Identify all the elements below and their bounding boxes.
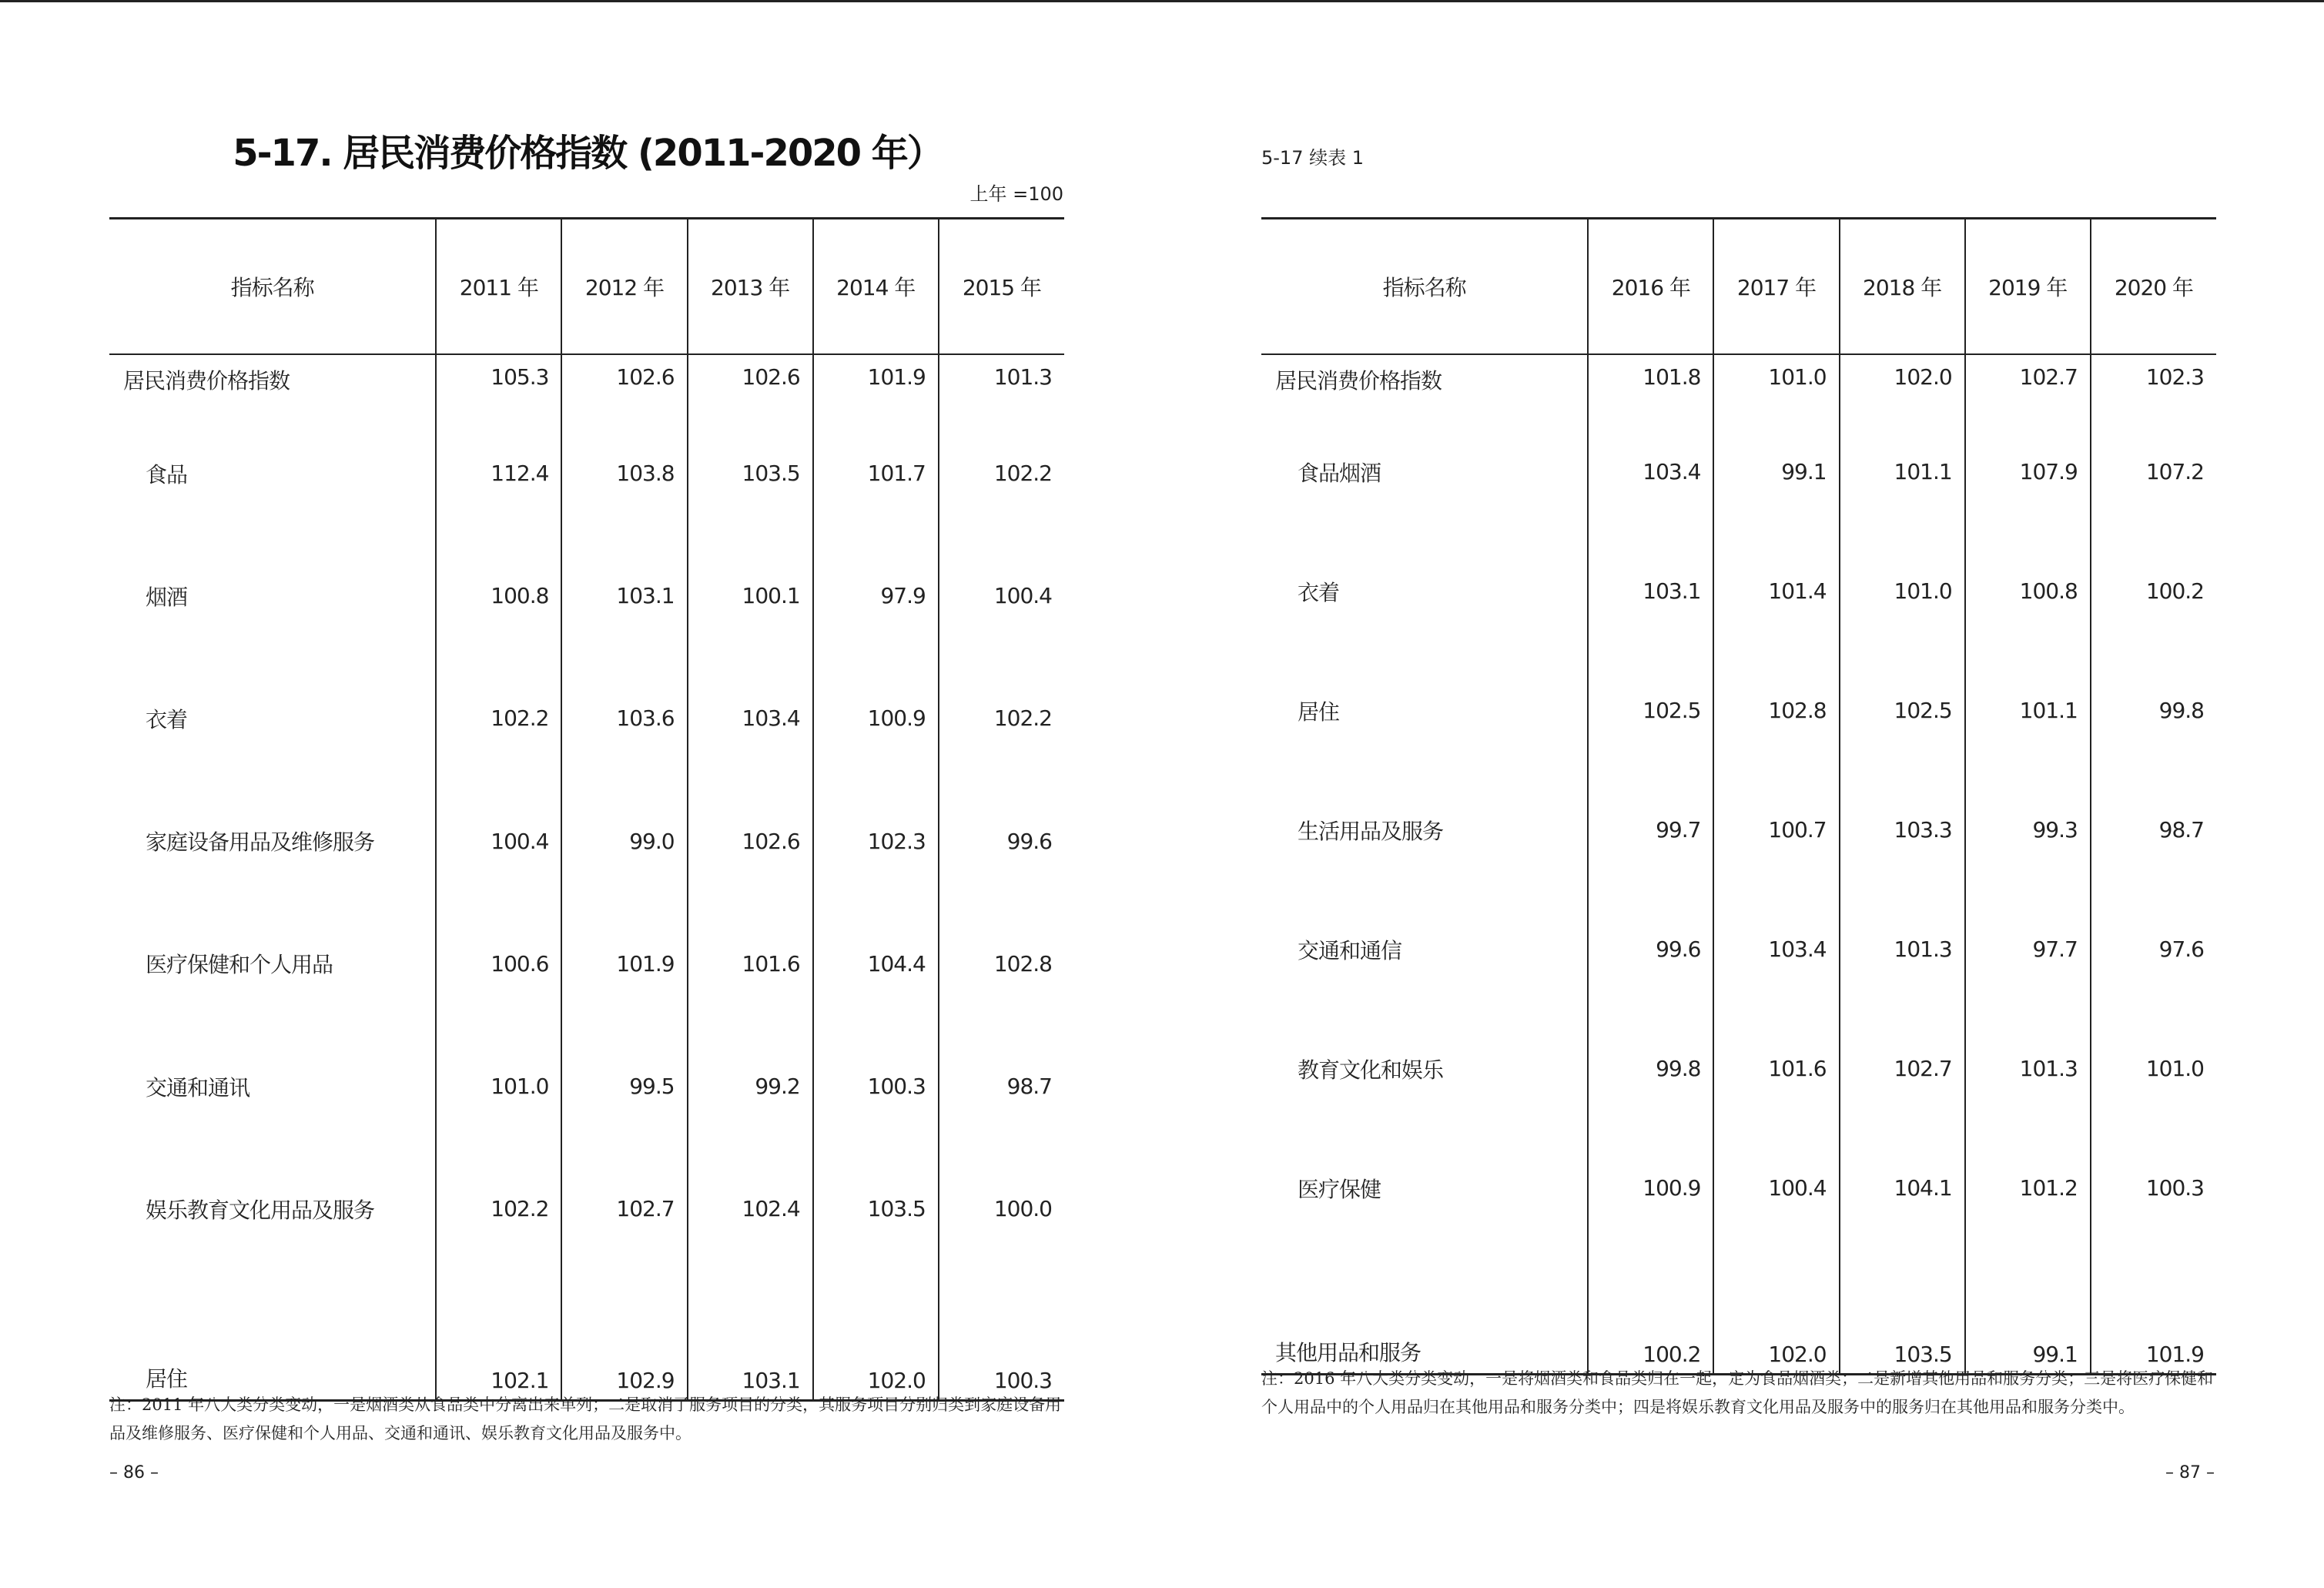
cell-value: 102.6 <box>688 780 813 903</box>
header-year: 2019 年 <box>1965 219 2091 355</box>
cell-value: 102.8 <box>939 903 1064 1025</box>
cell-value: 103.1 <box>561 534 687 657</box>
cell-value: 103.5 <box>688 412 813 534</box>
row-label: 衣着 <box>146 706 188 732</box>
cell-value: 101.3 <box>1965 1009 2091 1128</box>
table-header-row <box>1261 219 2216 355</box>
cell-value: 103.5 <box>813 1147 939 1270</box>
cell-value: 97.6 <box>2091 889 2216 1009</box>
row-label: 居住 <box>146 1365 188 1392</box>
cell-value: 102.0 <box>1840 354 1965 412</box>
cell-value: 101.0 <box>1840 531 1965 651</box>
row-label: 居住 <box>1298 699 1340 725</box>
cell-value: 103.1 <box>1588 531 1713 651</box>
table-row <box>109 1147 1064 1270</box>
cpi-table-2016-2020 <box>1261 217 2216 1375</box>
cell-value: 101.1 <box>1840 412 1965 531</box>
cell-value: 101.2 <box>1965 1128 2091 1248</box>
table-row <box>1261 1009 2216 1128</box>
cell-value: 101.3 <box>939 354 1064 412</box>
cell-value: 101.0 <box>1713 354 1839 412</box>
table-row <box>109 412 1064 534</box>
cell-value: 100.6 <box>436 903 561 1025</box>
header-year: 2011 年 <box>436 219 561 355</box>
cell-value: 98.7 <box>939 1025 1064 1147</box>
cell-value: 103.6 <box>561 657 687 779</box>
row-label: 医疗保健 <box>1298 1176 1381 1202</box>
cell-value: 100.4 <box>436 780 561 903</box>
cell-value: 103.4 <box>1713 889 1839 1009</box>
page-number: – 87 – <box>2165 1463 2215 1482</box>
row-label: 其他用品和服务 <box>1275 1340 1422 1365</box>
cell-value: 104.1 <box>1840 1128 1965 1248</box>
cell-value: 99.2 <box>688 1025 813 1147</box>
cell-value: 102.6 <box>561 354 687 412</box>
cell-value: 102.2 <box>436 1147 561 1270</box>
header-year: 2013 年 <box>688 219 813 355</box>
cell-value: 100.1 <box>688 534 813 657</box>
cell-value: 102.5 <box>1588 651 1713 770</box>
row-label: 食品烟酒 <box>1298 460 1381 486</box>
cell-value: 101.9 <box>813 354 939 412</box>
table-row <box>1261 531 2216 651</box>
table-row <box>1261 1128 2216 1248</box>
cell-value: 100.3 <box>2091 1128 2216 1248</box>
table-row <box>1261 889 2216 1009</box>
cell-value: 102.2 <box>436 657 561 779</box>
cell-value: 102.7 <box>1965 354 2091 412</box>
header-year: 2016 年 <box>1588 219 1713 355</box>
row-label: 医疗保健和个人用品 <box>146 952 333 978</box>
row-label: 居民消费价格指数 <box>123 368 290 394</box>
cell-value: 99.3 <box>1965 770 2091 889</box>
table-footnote: 注：2011 年八大类分类变动，一是烟酒类从食品类中分离出来单列；二是取消了服务项目的分类，其服务项目分别归类到家庭设备用品及维修服务、医疗保健和个人用品、交通和通讯、娱乐教育文化用品及服务中。 <box>109 1395 1062 1442</box>
table-row <box>109 354 1064 412</box>
cell-value: 99.8 <box>2091 651 2216 770</box>
cell-value: 99.8 <box>1588 1009 1713 1128</box>
table-header-row <box>109 219 1064 355</box>
cell-value: 102.3 <box>2091 354 2216 412</box>
cell-value: 101.1 <box>1965 651 2091 770</box>
table-row <box>1261 651 2216 770</box>
table-title: 5-17. 居民消费价格指数 (2011-2020 年） <box>233 132 943 175</box>
cell-value: 102.2 <box>939 412 1064 534</box>
row-label: 居民消费价格指数 <box>1275 368 1442 394</box>
cell-value: 102.2 <box>939 657 1064 779</box>
cell-value: 102.0 <box>813 1270 939 1400</box>
page-number: – 86 – <box>109 1463 159 1482</box>
header-year: 2018 年 <box>1840 219 1965 355</box>
row-label: 衣着 <box>1298 579 1340 605</box>
table-row <box>1261 1248 2216 1375</box>
cell-value: 105.3 <box>436 354 561 412</box>
cell-value: 101.7 <box>813 412 939 534</box>
cell-value: 100.8 <box>1965 531 2091 651</box>
continuation-caption: 5-17 续表 1 <box>1261 147 1364 169</box>
cell-value: 99.1 <box>1965 1248 2091 1375</box>
cell-value: 107.9 <box>1965 412 2091 531</box>
cell-value: 100.0 <box>939 1147 1064 1270</box>
cell-value: 97.9 <box>813 534 939 657</box>
cell-value: 101.9 <box>561 903 687 1025</box>
row-label: 交通和通讯 <box>146 1074 250 1101</box>
row-label: 生活用品及服务 <box>1298 818 1444 844</box>
cell-value: 99.1 <box>1713 412 1839 531</box>
row-label: 烟酒 <box>146 584 188 610</box>
cell-value: 102.7 <box>1840 1009 1965 1128</box>
table-row <box>109 657 1064 779</box>
row-label: 食品 <box>146 461 188 487</box>
cell-value: 102.7 <box>561 1147 687 1270</box>
unit-label: 上年 =100 <box>969 183 1063 205</box>
cell-value: 98.7 <box>2091 770 2216 889</box>
cell-value: 102.6 <box>688 354 813 412</box>
cell-value: 100.8 <box>436 534 561 657</box>
right-page <box>1162 0 2324 1588</box>
cell-value: 100.7 <box>1713 770 1839 889</box>
header-year: 2014 年 <box>813 219 939 355</box>
row-label: 教育文化和娱乐 <box>1298 1057 1444 1083</box>
cell-value: 97.7 <box>1965 889 2091 1009</box>
cell-value: 99.0 <box>561 780 687 903</box>
cell-value: 101.6 <box>688 903 813 1025</box>
cell-value: 100.3 <box>813 1025 939 1147</box>
header-year: 2012 年 <box>561 219 687 355</box>
cell-value: 104.4 <box>813 903 939 1025</box>
cell-value: 102.4 <box>688 1147 813 1270</box>
table-row <box>1261 770 2216 889</box>
cell-value: 102.9 <box>561 1270 687 1400</box>
cell-value: 100.3 <box>939 1270 1064 1400</box>
cell-value: 99.5 <box>561 1025 687 1147</box>
cell-value: 102.5 <box>1840 651 1965 770</box>
cell-value: 112.4 <box>436 412 561 534</box>
table-footnote: 注：2016 年八大类分类变动，一是将烟酒类和食品类归在一起，定为食品烟酒类；二是新增其他用品和服务分类；三是将医疗保健和个人用品中的个人用品归在其他用品和服务分类中；四是将娱乐教育文化用品及服务中的服务归在其他用品和服务分类中。 <box>1261 1369 2214 1416</box>
cell-value: 102.3 <box>813 780 939 903</box>
row-label: 交通和通信 <box>1298 937 1402 963</box>
row-label: 娱乐教育文化用品及服务 <box>146 1197 375 1223</box>
header-year: 2015 年 <box>939 219 1064 355</box>
table-row <box>109 780 1064 903</box>
cell-value: 99.6 <box>1588 889 1713 1009</box>
table-row <box>109 1270 1064 1400</box>
header-indicator-name: 指标名称 <box>1261 219 1588 355</box>
cell-value: 102.0 <box>1713 1248 1839 1375</box>
header-indicator-name: 指标名称 <box>109 219 436 355</box>
cell-value: 107.2 <box>2091 412 2216 531</box>
row-label: 家庭设备用品及维修服务 <box>146 829 375 856</box>
header-year: 2020 年 <box>2091 219 2216 355</box>
cell-value: 103.5 <box>1840 1248 1965 1375</box>
header-year: 2017 年 <box>1713 219 1839 355</box>
cell-value: 99.7 <box>1588 770 1713 889</box>
cell-value: 101.6 <box>1713 1009 1839 1128</box>
cell-value: 101.3 <box>1840 889 1965 1009</box>
cell-value: 101.4 <box>1713 531 1839 651</box>
cpi-table-2011-2015 <box>109 217 1064 1402</box>
cell-value: 102.8 <box>1713 651 1839 770</box>
cell-value: 100.2 <box>1588 1248 1713 1375</box>
cell-value: 102.1 <box>436 1270 561 1400</box>
table-row <box>1261 412 2216 531</box>
table-row <box>1261 354 2216 412</box>
cell-value: 101.0 <box>2091 1009 2216 1128</box>
cell-value: 101.8 <box>1588 354 1713 412</box>
cell-value: 100.9 <box>1588 1128 1713 1248</box>
cell-value: 103.4 <box>1588 412 1713 531</box>
table-row <box>109 903 1064 1025</box>
cell-value: 100.2 <box>2091 531 2216 651</box>
cell-value: 100.4 <box>1713 1128 1839 1248</box>
cell-value: 101.0 <box>436 1025 561 1147</box>
cell-value: 100.9 <box>813 657 939 779</box>
cell-value: 103.4 <box>688 657 813 779</box>
cell-value: 99.6 <box>939 780 1064 903</box>
cell-value: 100.4 <box>939 534 1064 657</box>
table-row <box>109 534 1064 657</box>
cell-value: 103.1 <box>688 1270 813 1400</box>
cell-value: 103.3 <box>1840 770 1965 889</box>
cell-value: 103.8 <box>561 412 687 534</box>
cell-value: 101.9 <box>2091 1248 2216 1375</box>
table-row <box>109 1025 1064 1147</box>
